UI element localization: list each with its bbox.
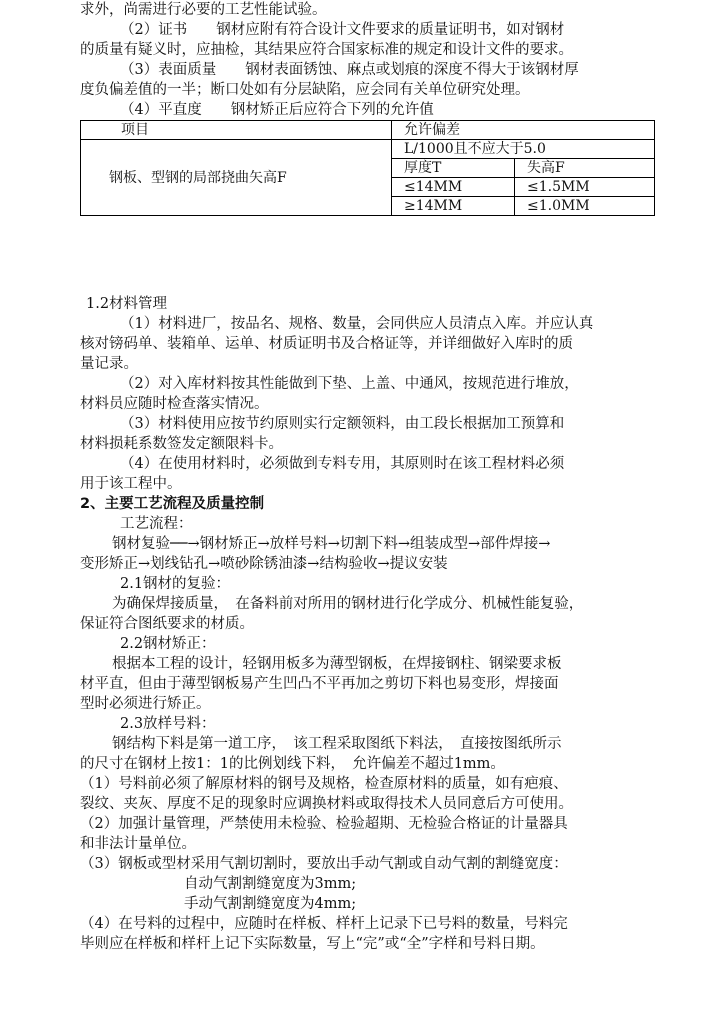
text-line: （1）号料前必须了解原材料的钢号及规格，检查原材料的质量，如有疤痕、: [80, 776, 568, 792]
table-cell-sag: ≤1.5MM: [515, 178, 655, 197]
subsection-heading: 1.2材料管理: [86, 296, 168, 312]
table-cell-sag: ≤1.0MM: [515, 197, 655, 216]
text-line: （4）平直度 钢材矫正后应符合下列的允许值: [120, 102, 434, 118]
subsection-heading: 2.1钢材的复验：: [120, 576, 231, 592]
text-line: 钢结构下料是第一道工序， 该工程采取图纸下料法， 直接按图纸所示: [112, 736, 562, 752]
text-line: （3）表面质量 钢材表面锈蚀、麻点或划痕的深度不得大于该钢材厚: [120, 62, 579, 78]
text-line: 自动气割割缝宽度为3mm;: [184, 876, 357, 892]
text-line: （3）钢板或型材采用气割切割时，要放出手动气割或自动气割的割缝宽度：: [80, 856, 568, 872]
table-col-thickness: 厚度T: [392, 159, 515, 178]
text-line: 用于该工程中。: [80, 476, 182, 492]
text-line: 材平直，但由于薄型钢板易产生凹凸不平再加之剪切下料也易变形，焊接面: [80, 676, 559, 692]
text-line: （1）材料进厂，按品名、规格、数量，会同供应人员清点入库。并应认真: [120, 316, 594, 332]
table-rule: L/1000且不应大于5.0: [392, 140, 655, 159]
text-line: 核对镑码单、装箱单、运单、材质证明书及合格证等，并详细做好入库时的质: [80, 336, 573, 352]
text-line: 材料员应随时检查落实情况。: [80, 396, 269, 412]
table-cell-thickness: ≤14MM: [392, 178, 515, 197]
tolerance-table: [80, 120, 655, 216]
text-line: 变形矫正→划线钻孔→喷砂除锈油漆→结构验收→提议安装: [80, 556, 448, 572]
text-line: 的质量有疑义时，应抽检，其结果应符合国家标准的规定和设计文件的要求。: [80, 42, 573, 58]
table-col-sag: 失高F: [515, 159, 655, 178]
table-cell-thickness: ≥14MM: [392, 197, 515, 216]
text-line: 材料损耗系数签发定额限料卡。: [80, 436, 283, 452]
subsection-heading: 2.2钢材矫正：: [120, 636, 216, 652]
text-line: 毕则应在样板和样杆上记下实际数量，写上“完”或“全”字样和号料日期。: [80, 936, 545, 952]
text-line: 度负偏差值的一半；断口处如有分层缺陷，应会同有关单位研究处理。: [80, 82, 530, 98]
table-row-label: 钢板、型钢的局部挠曲矢高F: [81, 140, 392, 216]
text-line: （3）材料使用应按节约原则实行定额领料，由工段长根据加工预算和: [120, 416, 565, 432]
table-header-item: 项目: [81, 121, 392, 140]
text-line: 求外，尚需进行必要的工艺性能试验。: [80, 2, 327, 18]
table-header-tolerance: 允许偏差: [392, 121, 655, 140]
text-line: 手动气割割缝宽度为4mm;: [184, 896, 357, 912]
text-line: 量记录。: [80, 356, 138, 372]
text-line: 根据本工程的设计，轻钢用板多为薄型钢板，在焊接钢柱、钢梁要求板: [112, 656, 562, 672]
text-line: 和非法计量单位。: [80, 836, 196, 852]
text-line: （2）对入库材料按其性能做到下垫、上盖、中通风，按规范进行堆放，: [120, 376, 579, 392]
text-line: 为确保焊接质量， 在备料前对所用的钢材进行化学成分、机械性能复验，: [112, 596, 584, 612]
section-heading: 2、主要工艺流程及质量控制: [80, 496, 265, 512]
text-line: 工艺流程：: [120, 516, 193, 532]
text-line: 的尺寸在钢材上按1：1的比例划线下料， 允许偏差不超过1mm。: [80, 756, 505, 772]
text-line: 保证符合图纸要求的材质。: [80, 616, 254, 632]
text-line: 裂纹、夹灰、厚度不足的现象时应调换材料或取得技术人员同意后方可使用。: [80, 796, 573, 812]
text-line: （2）证书 钢材应附有符合设计文件要求的质量证明书，如对钢材: [120, 22, 565, 38]
text-line: （2）加强计量管理，严禁使用未检验、检验超期、无检验合格证的计量器具: [80, 816, 568, 832]
text-line: （4）在号料的过程中，应随时在样板、样杆上记录下已号料的数量，号料完: [80, 916, 568, 932]
text-line: 钢材复验──→钢材矫正→放样号料→切割下料→组装成型→部件焊接→: [112, 536, 551, 552]
subsection-heading: 2.3放样号料：: [120, 716, 216, 732]
text-line: 型时必须进行矫正。: [80, 696, 211, 712]
text-line: （4）在使用材料时，必须做到专料专用，其原则时在该工程材料必须: [120, 456, 565, 472]
